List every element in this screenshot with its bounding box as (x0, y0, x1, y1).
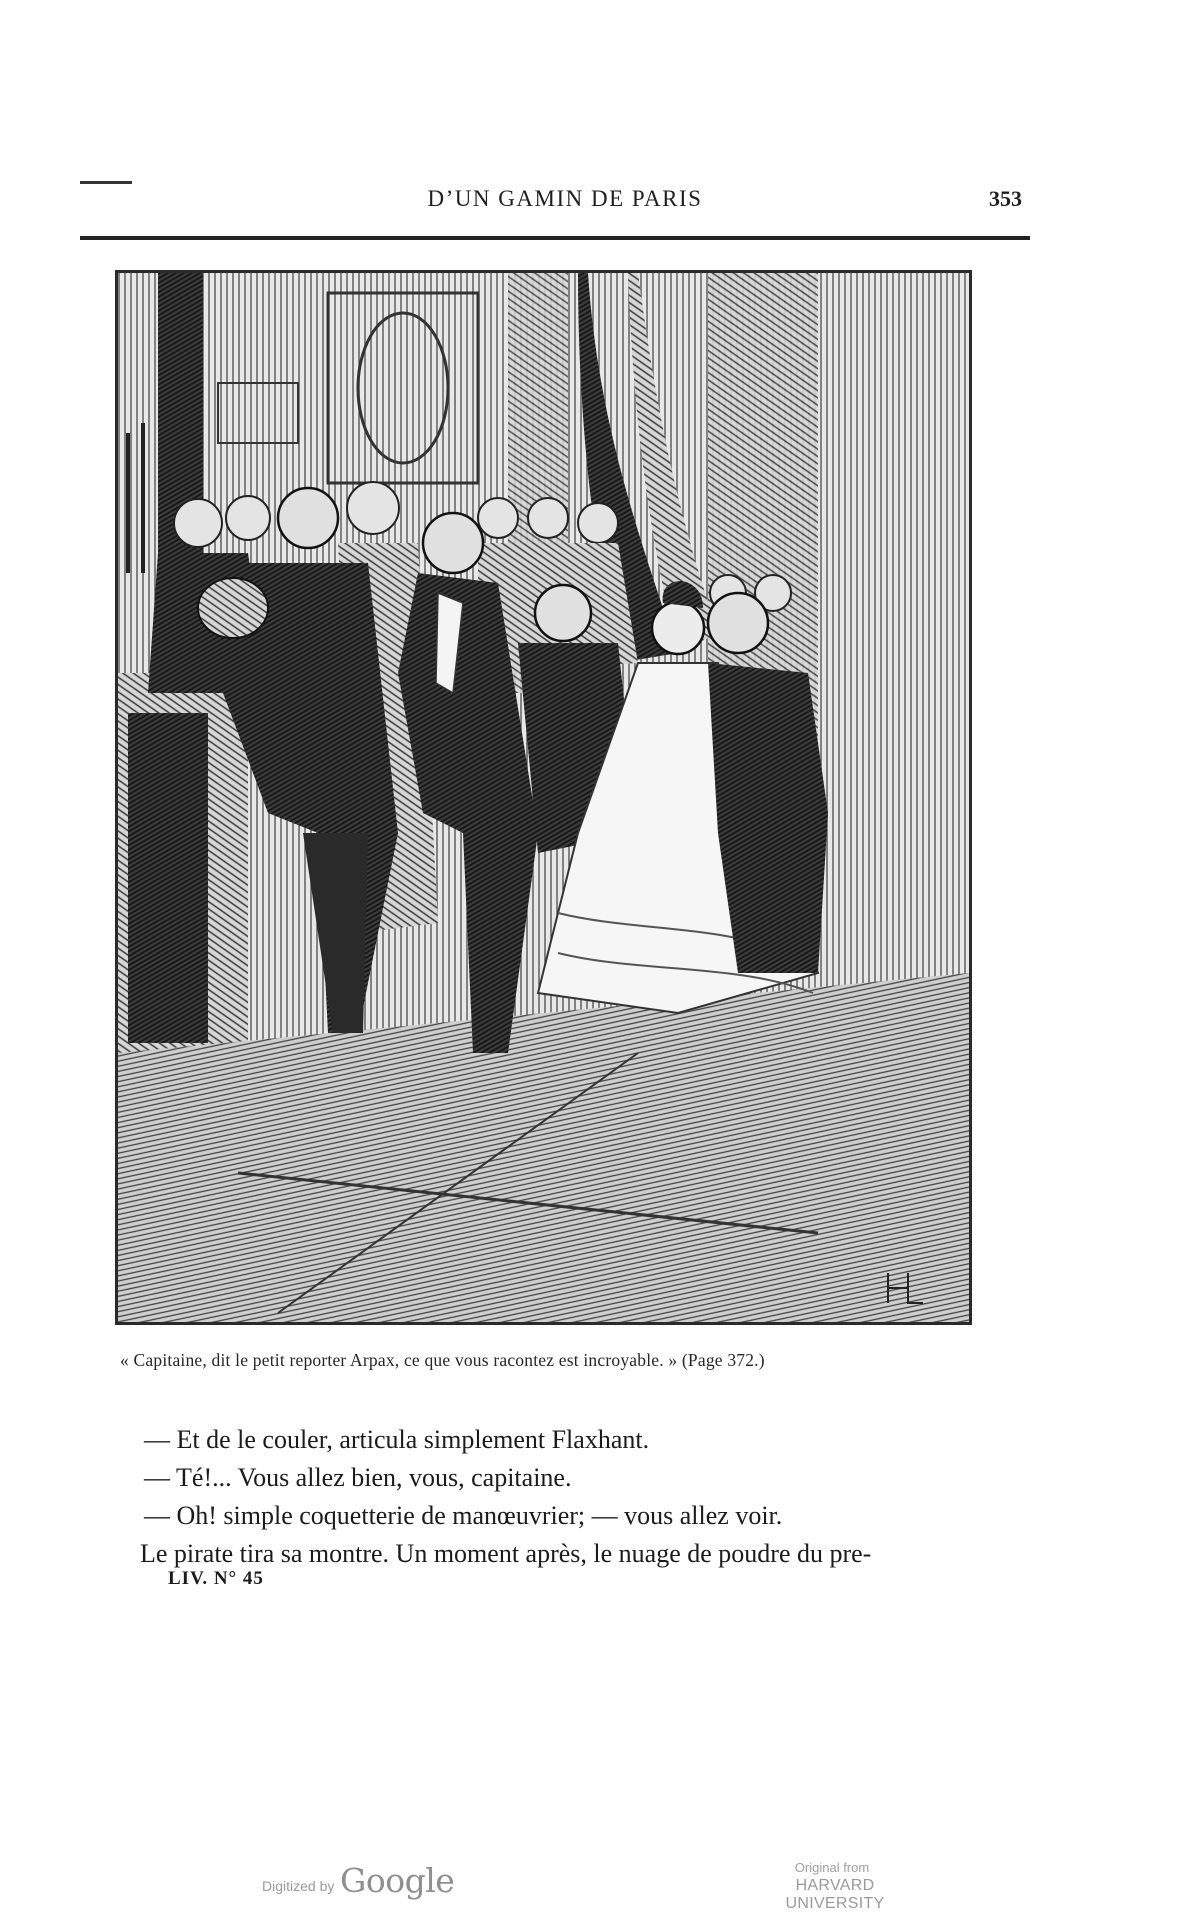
running-title: D’UN GAMIN DE PARIS (427, 186, 703, 211)
illustration-caption: « Capitaine, dit le petit reporter Arpax, ce que vous racontez est incroyable. » (Page 372.) (120, 1350, 765, 1370)
body-line: — Té!... Vous allez bien, vous, capitaine. (144, 1463, 572, 1492)
original-from-label: Original from (794, 1860, 870, 1875)
body-line: — Oh! simple coquetterie de manœuvrier; — vous allez voir. (144, 1501, 783, 1530)
header-rule (80, 236, 1030, 240)
body-line: — Et de le couler, articula simplement Flaxhant. (144, 1425, 650, 1454)
digitized-by-label: Digitized by (262, 1878, 335, 1894)
engraving-drawing (118, 273, 969, 1322)
printer-signature-mark: LIV. N° 45 (168, 1568, 264, 1589)
google-logo: Google (340, 1861, 455, 1900)
body-line: Le pirate tira sa montre. Un moment après, le nuage de poudre du pre- (140, 1539, 872, 1568)
library-name: HARVARD UNIVERSITY (785, 1877, 885, 1912)
engraving-illustration (115, 270, 972, 1325)
header-dash (80, 181, 132, 184)
page-number: 353 (989, 186, 1022, 211)
body-text (140, 1421, 1024, 1573)
